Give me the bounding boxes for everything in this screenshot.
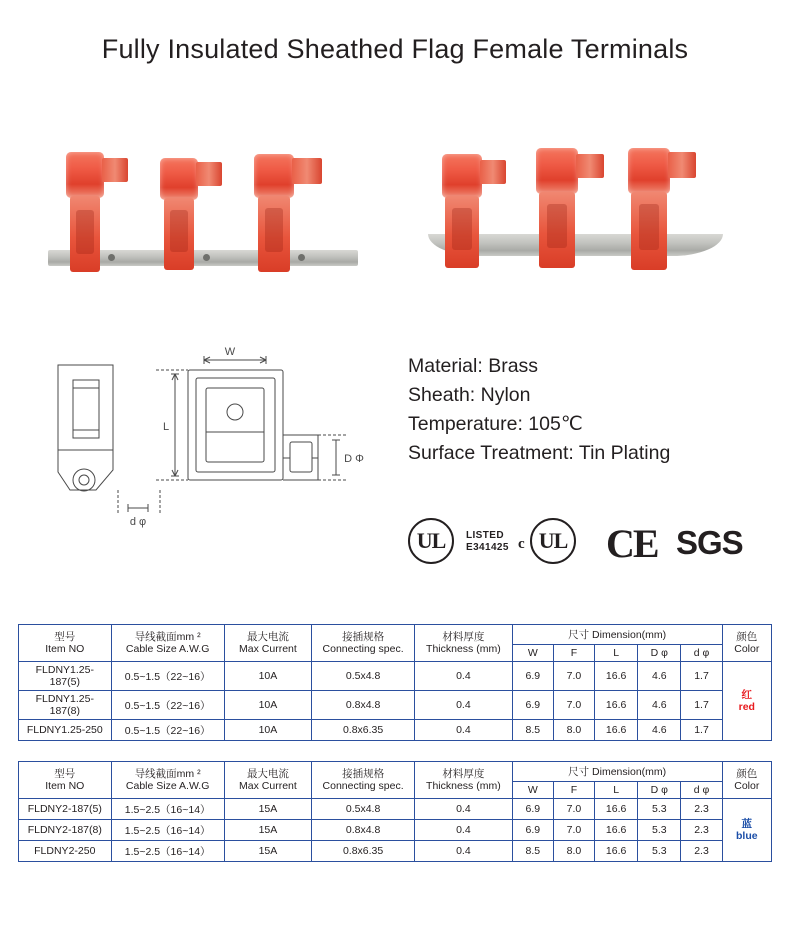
cell-dim-dphi: 4.6 xyxy=(638,662,681,691)
cell-color xyxy=(722,662,771,741)
product-photo-left xyxy=(48,130,368,290)
header-connecting-spec-en: Connecting spec. xyxy=(322,643,404,655)
header-dimension-group: 尺寸 Dimension(mm) xyxy=(512,762,722,782)
ul-listed-line2: E341425 xyxy=(466,542,509,553)
terminal-body xyxy=(160,158,198,200)
page-title: Fully Insulated Sheathed Flag Female Terminals xyxy=(101,34,689,64)
product-photos xyxy=(0,110,790,310)
cell-item-no: FLDNY1.25-187(5) xyxy=(19,662,112,691)
header-cable-size-en: Cable Size A.W.G xyxy=(125,643,210,655)
terminal-left-1 xyxy=(66,152,136,252)
cell-item-no: FLDNY2-187(5) xyxy=(19,799,112,820)
header-connecting-spec-en: Connecting spec. xyxy=(322,780,404,792)
terminal-left-3 xyxy=(254,154,334,252)
cell-dim-dphi: 4.6 xyxy=(638,720,681,741)
terminal-left-2 xyxy=(160,158,230,252)
header-thickness-cn: 材料厚度 xyxy=(442,631,485,643)
table-row xyxy=(19,691,772,720)
cell-dim-l: 16.6 xyxy=(595,799,638,820)
header-color-en: Color xyxy=(734,780,760,792)
ul-listed-label xyxy=(466,530,509,554)
ul-badge-text: UL xyxy=(416,528,446,553)
terminal-window xyxy=(639,204,659,250)
cell-dim-dphi: 5.3 xyxy=(638,841,681,862)
strip-hole xyxy=(203,254,210,261)
table-row xyxy=(19,820,772,841)
cell-dim-f: 7.0 xyxy=(553,691,594,720)
cell-cable-size: 1.5~2.5（16~14） xyxy=(111,799,224,820)
cell-dim-w: 6.9 xyxy=(512,799,553,820)
cell-dim-l: 16.6 xyxy=(595,720,638,741)
cell-cable-size: 0.5~1.5（22~16） xyxy=(111,720,224,741)
terminal-body xyxy=(536,148,578,194)
header-dim-w: W xyxy=(512,782,553,799)
header-color-en: Color xyxy=(734,643,760,655)
header-thickness-en: Thickness (mm) xyxy=(426,643,501,655)
spec-temperature: Temperature: 105℃ xyxy=(408,413,583,435)
cell-dim-w: 6.9 xyxy=(512,662,553,691)
spec-surface-treatment: Surface Treatment: Tin Plating xyxy=(408,442,671,464)
header-connecting-spec xyxy=(312,625,415,662)
header-max-current-cn: 最大电流 xyxy=(246,768,289,780)
cell-cable-size: 0.5~1.5（22~16） xyxy=(111,691,224,720)
cell-max-current: 15A xyxy=(224,841,311,862)
header-thickness-cn: 材料厚度 xyxy=(442,768,485,780)
cell-thickness: 0.4 xyxy=(415,841,513,862)
cell-color-cn: 红 xyxy=(741,689,753,701)
drawing-svg xyxy=(18,340,398,560)
specifications-text xyxy=(408,352,670,468)
table-row xyxy=(19,720,772,741)
terminal-tab xyxy=(576,154,604,178)
header-item-no-cn: 型号 xyxy=(54,631,76,643)
terminal-tab xyxy=(480,160,506,184)
spec-table-blue xyxy=(18,761,772,862)
header-color xyxy=(722,625,771,662)
header-item-no xyxy=(19,762,112,799)
header-max-current-en: Max Current xyxy=(239,780,297,792)
cell-dim-f: 8.0 xyxy=(553,841,594,862)
drawing-label-l: L xyxy=(162,421,170,433)
cell-max-current: 10A xyxy=(224,662,311,691)
cell-item-no: FLDNY1.25-250 xyxy=(19,720,112,741)
cul-icon xyxy=(530,518,576,564)
cell-connecting-spec: 0.8x6.35 xyxy=(312,841,415,862)
header-max-current xyxy=(224,625,311,662)
cell-color-cn: 蓝 xyxy=(741,818,753,830)
header-max-current-cn: 最大电流 xyxy=(246,631,289,643)
ul-listed-line1: LISTED xyxy=(466,530,504,541)
cell-dim-dsmall: 2.3 xyxy=(681,820,722,841)
cell-dim-dsmall: 1.7 xyxy=(681,691,722,720)
cell-connecting-spec: 0.8x4.8 xyxy=(312,820,415,841)
cell-dim-dphi: 4.6 xyxy=(638,691,681,720)
header-cable-size-en: Cable Size A.W.G xyxy=(125,780,210,792)
cell-dim-w: 6.9 xyxy=(512,691,553,720)
cell-max-current: 15A xyxy=(224,799,311,820)
ul-c-prefix: c xyxy=(518,536,525,552)
cell-dim-w: 6.9 xyxy=(512,820,553,841)
terminal-tab xyxy=(292,158,322,184)
cell-cable-size: 1.5~2.5（16~14） xyxy=(111,820,224,841)
terminal-tab xyxy=(196,162,222,186)
terminal-window xyxy=(547,204,567,248)
cell-dim-dphi: 5.3 xyxy=(638,820,681,841)
terminal-right-2 xyxy=(536,148,614,252)
product-photo-right xyxy=(428,130,738,290)
header-max-current xyxy=(224,762,311,799)
header-cable-size-cn: 导线截面mm ² xyxy=(134,631,201,643)
strip-hole xyxy=(298,254,305,261)
cell-cable-size: 0.5~1.5（22~16） xyxy=(111,662,224,691)
cell-thickness: 0.4 xyxy=(415,691,513,720)
cell-cable-size: 1.5~2.5（16~14） xyxy=(111,841,224,862)
sgs-icon: SGS xyxy=(676,524,743,561)
cell-dim-f: 7.0 xyxy=(553,820,594,841)
header-color xyxy=(722,762,771,799)
cell-dim-l: 16.6 xyxy=(595,662,638,691)
header-dim-f: F xyxy=(553,645,594,662)
header-item-no-cn: 型号 xyxy=(54,768,76,780)
header-color-cn: 颜色 xyxy=(736,768,758,780)
strip-hole xyxy=(108,254,115,261)
cell-dim-dsmall: 2.3 xyxy=(681,799,722,820)
technical-drawing xyxy=(18,340,398,560)
cell-dim-w: 8.5 xyxy=(512,720,553,741)
drawing-label-d-big: D Φ xyxy=(344,453,364,465)
header-cable-size xyxy=(111,762,224,799)
cell-thickness: 0.4 xyxy=(415,720,513,741)
header-connecting-spec-cn: 接插规格 xyxy=(342,631,385,643)
cell-dim-f: 8.0 xyxy=(553,720,594,741)
cell-connecting-spec: 0.8x4.8 xyxy=(312,691,415,720)
header-dim-l: L xyxy=(595,782,638,799)
terminal-body xyxy=(66,152,104,198)
cell-item-no: FLDNY1.25-187(8) xyxy=(19,691,112,720)
cell-dim-w: 8.5 xyxy=(512,841,553,862)
cell-dim-dsmall: 2.3 xyxy=(681,841,722,862)
header-max-current-en: Max Current xyxy=(239,643,297,655)
header-dim-f: F xyxy=(553,782,594,799)
terminal-body xyxy=(254,154,294,198)
header-connecting-spec-cn: 接插规格 xyxy=(342,768,385,780)
cell-max-current: 10A xyxy=(224,720,311,741)
header-cable-size xyxy=(111,625,224,662)
cell-connecting-spec: 0.8x6.35 xyxy=(312,720,415,741)
cell-max-current: 10A xyxy=(224,691,311,720)
cell-dim-l: 16.6 xyxy=(595,841,638,862)
ul-icon xyxy=(408,518,454,564)
header-dim-w: W xyxy=(512,645,553,662)
header-thickness xyxy=(415,762,513,799)
table-row xyxy=(19,662,772,691)
drawing-label-d-small: d φ xyxy=(129,516,147,528)
spec-sheath: Sheath: Nylon xyxy=(408,384,531,406)
header-color-cn: 颜色 xyxy=(736,631,758,643)
header-cable-size-cn: 导线截面mm ² xyxy=(134,768,201,780)
cell-dim-l: 16.6 xyxy=(595,691,638,720)
cell-item-no: FLDNY2-250 xyxy=(19,841,112,862)
drawing-label-w: W xyxy=(224,346,236,358)
table-header-row xyxy=(19,625,772,645)
table-row xyxy=(19,799,772,820)
header-connecting-spec xyxy=(312,762,415,799)
terminal-window xyxy=(76,210,94,254)
table-row xyxy=(19,841,772,862)
cell-dim-dsmall: 1.7 xyxy=(681,720,722,741)
spec-material: Material: Brass xyxy=(408,355,539,377)
cell-dim-l: 16.6 xyxy=(595,820,638,841)
terminal-right-3 xyxy=(628,148,706,252)
cell-connecting-spec: 0.5x4.8 xyxy=(312,662,415,691)
header-dim-dphi: D φ xyxy=(638,645,681,662)
header-dimension-group: 尺寸 Dimension(mm) xyxy=(512,625,722,645)
header-dim-l: L xyxy=(595,645,638,662)
cell-thickness: 0.4 xyxy=(415,662,513,691)
terminal-window xyxy=(265,208,283,252)
terminal-tab xyxy=(102,158,128,182)
header-dim-dsmall: d φ xyxy=(681,645,722,662)
cell-max-current: 15A xyxy=(224,820,311,841)
table-header-row xyxy=(19,762,772,782)
header-dim-dphi: D φ xyxy=(638,782,681,799)
cul-badge-text: UL xyxy=(538,528,568,553)
cell-connecting-spec: 0.5x4.8 xyxy=(312,799,415,820)
header-dim-dsmall: d φ xyxy=(681,782,722,799)
header-item-no-en: Item NO xyxy=(45,643,85,655)
ce-icon: CE xyxy=(606,521,658,566)
cell-dim-dsmall: 1.7 xyxy=(681,662,722,691)
cell-dim-dphi: 5.3 xyxy=(638,799,681,820)
certification-logos xyxy=(408,512,768,574)
spec-table-red xyxy=(18,624,772,741)
header-item-no-en: Item NO xyxy=(45,780,85,792)
header-thickness xyxy=(415,625,513,662)
cell-color-en: blue xyxy=(735,830,758,842)
cell-color xyxy=(722,799,771,862)
cell-item-no: FLDNY2-187(8) xyxy=(19,820,112,841)
cell-dim-f: 7.0 xyxy=(553,662,594,691)
cell-thickness: 0.4 xyxy=(415,799,513,820)
cell-color-en: red xyxy=(738,701,755,713)
terminal-window xyxy=(170,210,188,252)
cell-dim-f: 7.0 xyxy=(553,799,594,820)
terminal-body xyxy=(628,148,670,194)
header-item-no xyxy=(19,625,112,662)
terminal-right-1 xyxy=(442,154,516,252)
terminal-window xyxy=(452,208,472,250)
terminal-body xyxy=(442,154,482,198)
terminal-tab xyxy=(668,152,696,178)
cell-thickness: 0.4 xyxy=(415,820,513,841)
header-thickness-en: Thickness (mm) xyxy=(426,780,501,792)
